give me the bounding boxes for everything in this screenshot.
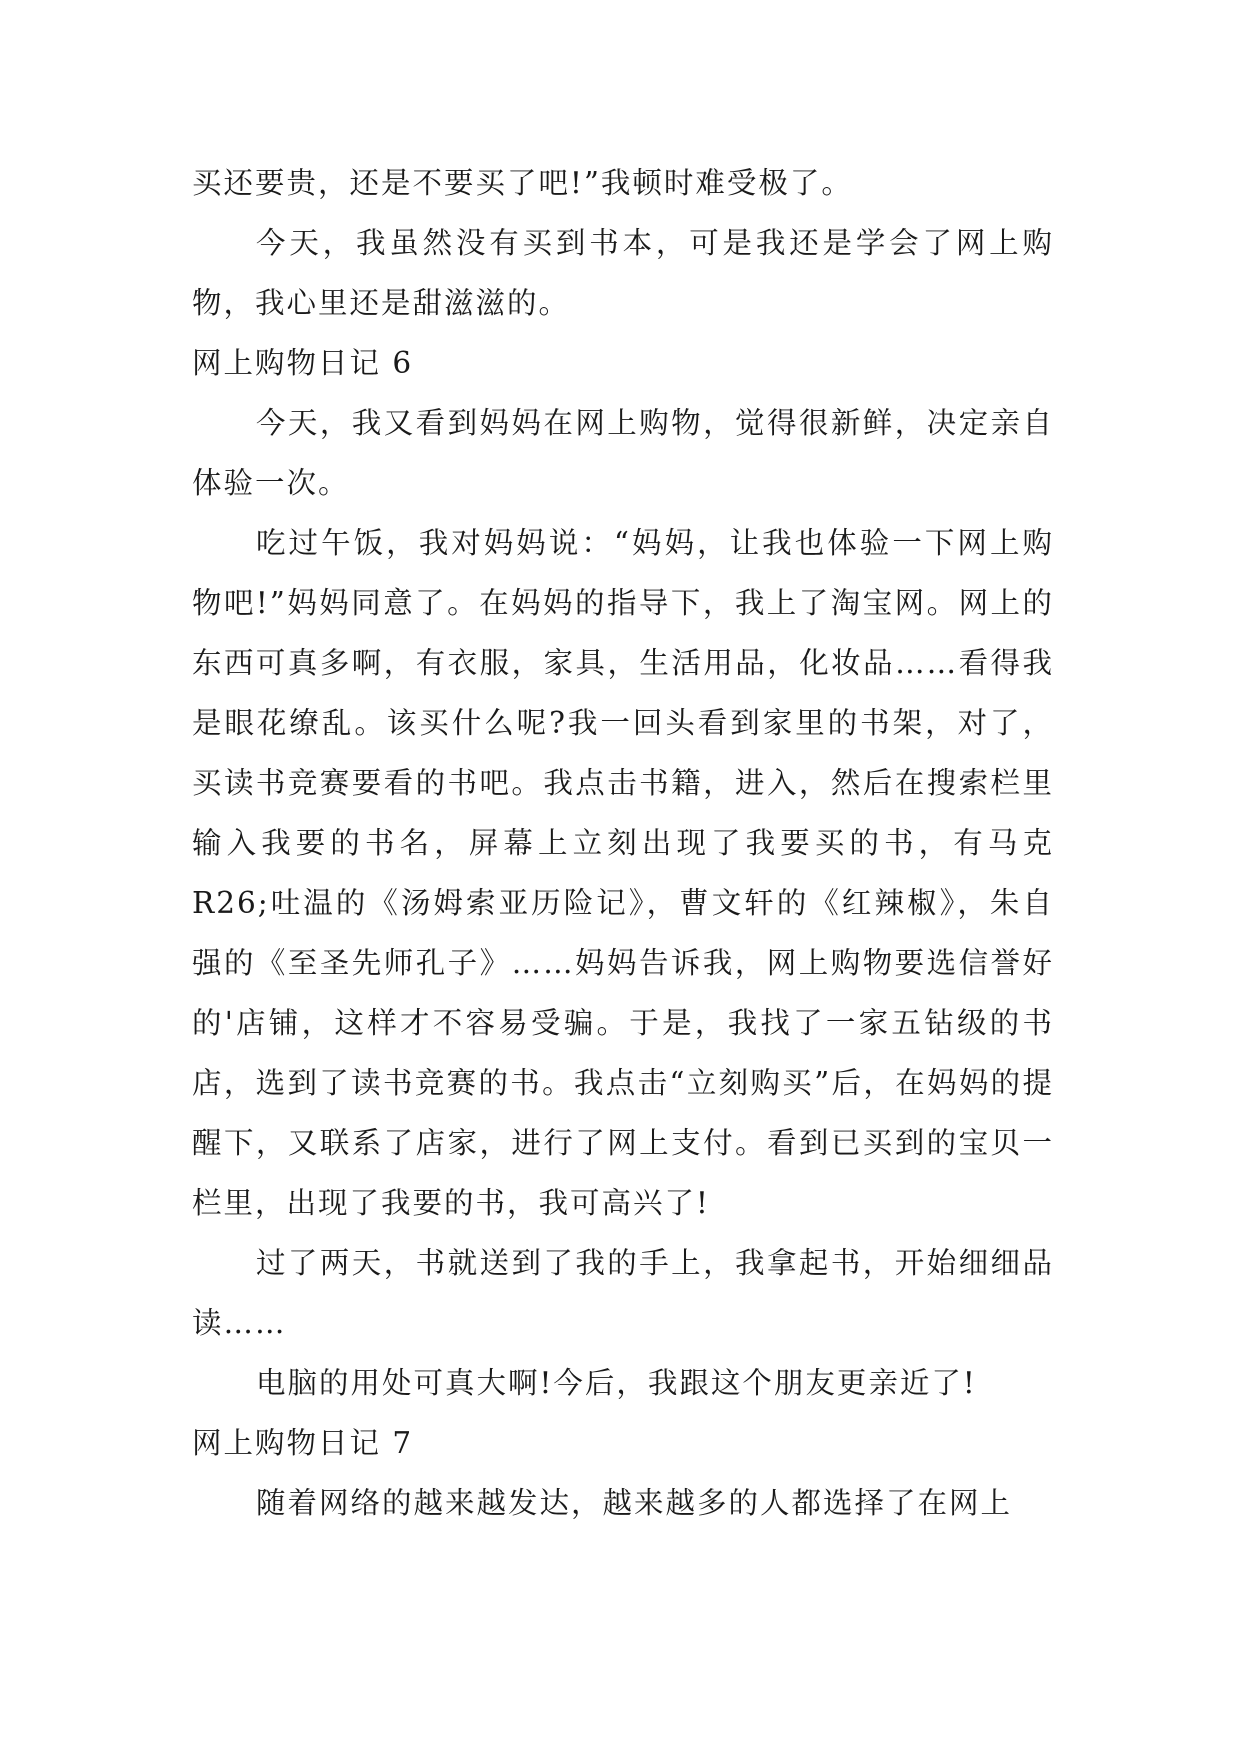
paragraph: 今天，我虽然没有买到书本，可是我还是学会了网上购物，我心里还是甜滋滋的。	[192, 226, 1054, 320]
section-heading: 网上购物日记 6	[192, 346, 414, 380]
document-body	[192, 153, 1054, 1533]
paragraph: 电脑的用处可真大啊!今后，我跟这个朋友更亲近了!	[256, 1366, 977, 1400]
section-heading: 网上购物日记 7	[192, 1426, 414, 1460]
paragraph: 吃过午饭，我对妈妈说：“妈妈，让我也体验一下网上购物吧!”妈妈同意了。在妈妈的指导下，我上了淘宝网。网上的东西可真多啊，有衣服，家具，生活用品，化妆品……看得我是眼花缭乱。该买什么呢?我一回头看到家里的书架，对了，买读书竞赛要看的书吧。我点击书籍，进入，然后在搜索栏里输入我要的书名，屏幕上立刻出现了我要买的书，有马克 R26;吐温的《汤姆索亚历险记》，曹文轩的《红辣椒》，朱自强的《至圣先师孔子》……妈妈告诉我，网上购物要选信誉好的'店铺，这样才不容易受骗。于是，我找了一家五钻级的书店，选到了读书竞赛的书。我点击“立刻购买”后，在妈妈的提醒下，又联系了店家，进行了网上支付。看到已买到的宝贝一栏里，出现了我要的书，我可高兴了!	[192, 526, 1054, 1220]
paragraph: 买还要贵，还是不要买了吧!”我顿时难受极了。	[192, 166, 853, 200]
paragraph: 过了两天，书就送到了我的手上，我拿起书，开始细细品读……	[192, 1246, 1054, 1340]
paragraph: 今天，我又看到妈妈在网上购物，觉得很新鲜，决定亲自体验一次。	[192, 406, 1054, 500]
paragraph: 随着网络的越来越发达，越来越多的人都选择了在网上	[256, 1486, 1013, 1520]
